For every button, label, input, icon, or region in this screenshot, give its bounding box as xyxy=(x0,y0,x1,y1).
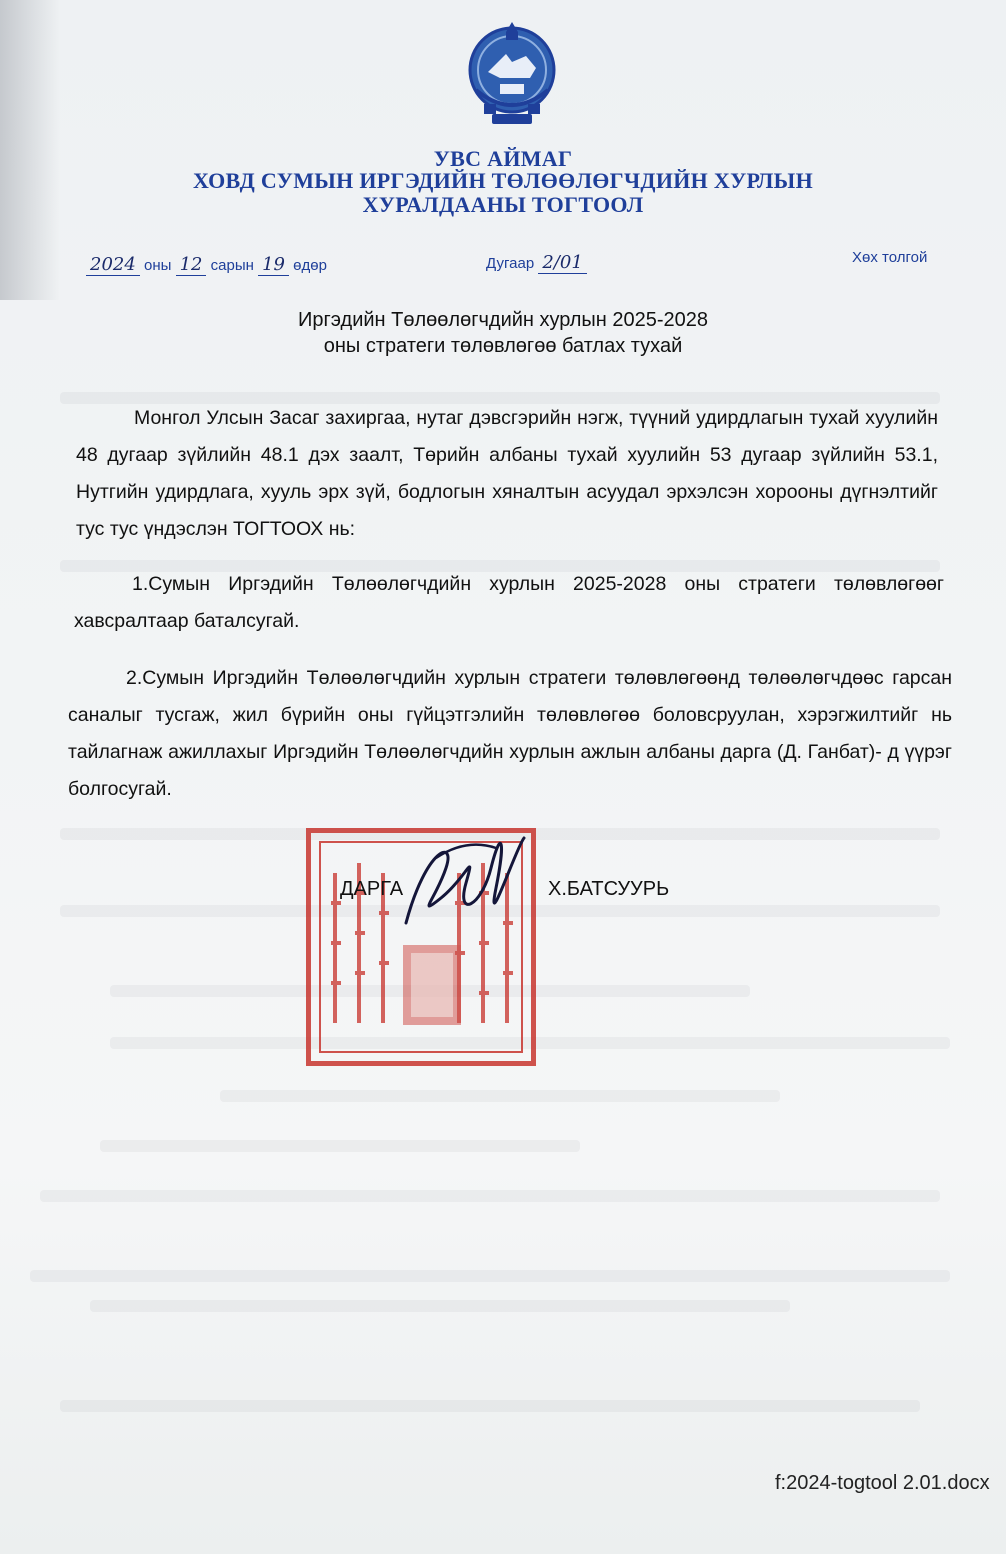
preamble-paragraph xyxy=(76,400,938,548)
item-2-paragraph xyxy=(68,660,952,808)
bleed-through xyxy=(220,1090,780,1102)
bleed-through xyxy=(90,1300,790,1312)
date-month: 12 xyxy=(176,254,207,276)
file-path-footer: f:2024-togtool 2.01.docx xyxy=(775,1472,990,1494)
location: Хөх толгой xyxy=(852,249,928,266)
date-year-suffix: оны xyxy=(143,257,172,274)
date-day: 19 xyxy=(258,254,289,276)
signatory-title: ДАРГА xyxy=(340,878,404,900)
header-council: ХОВД СУМЫН ИРГЭДИЙН ТӨЛӨӨЛӨГЧДИЙН ХУРЛЫН xyxy=(193,168,813,193)
date-line xyxy=(86,254,327,275)
item-2-text: 2.Сумын Иргэдийн Төлөөлөгчдийн хурлын стратеги төлөвлөгөөнд төлөөлөгчдөөс гарсан саналыг тусгаж, жил бүрийн оны гүйцэтгэлийн төлөвлөгөө боловсруулан, хэрэгжилтийг нь тайлагнаж ажиллахыг Иргэдийн Төлөөлөгчдийн хурлын ажлын албаны дарга (Д. Ганбат)- д үүрэг болгосугай. xyxy=(68,667,952,800)
bleed-through xyxy=(30,1270,950,1282)
resolution-number xyxy=(486,252,587,273)
preamble-text: Монгол Улсын Засаг захиргаа, нутаг дэвсгэрийн нэгж, түүний удирдлагын тухай хуулийн 48 дугаар зүйлийн 48.1 дэх заалт, Төрийн албаны тухай хуулийн 53 дугаар зүйлийн 53.1, Нутгийн удирдлага, хууль эрх зүй, бодлогын хяналтын асуудал эрхэлсэн хорооны дүгнэлтийг тус тус үндэслэн ТОГТООХ нь: xyxy=(76,407,938,540)
date-year: 2024 xyxy=(86,254,140,276)
header-resolution: ХУРАЛДААНЫ ТОГТООЛ xyxy=(362,192,644,217)
header-aimag: УВС АЙМАГ xyxy=(433,146,573,171)
subject-line-1: Иргэдийн Төлөөлөгчдийн хурлын 2025-2028 xyxy=(297,309,709,331)
number-label: Дугаар xyxy=(486,255,535,272)
number-value: 2/01 xyxy=(538,252,586,274)
bleed-through xyxy=(60,1400,920,1412)
bleed-through xyxy=(40,1190,940,1202)
item-1-text: 1.Сумын Иргэдийн Төлөөлөгчдийн хурлын 2025-2028 оны стратеги төлөвлөгөөг хавсралтаар баталсугай. xyxy=(74,573,944,632)
date-day-suffix: өдөр xyxy=(293,257,327,274)
item-1-paragraph xyxy=(74,566,944,640)
bleed-through xyxy=(100,1140,580,1152)
signatory-name: Х.БАТСУУРЬ xyxy=(548,878,670,900)
handwritten-signature-icon xyxy=(396,828,536,938)
subject-title xyxy=(0,307,1006,359)
subject-line-2: оны стратеги төлөвлөгөө батлах тухай xyxy=(323,335,683,357)
state-emblem-icon xyxy=(462,18,562,130)
date-month-suffix: сарын xyxy=(210,257,254,274)
